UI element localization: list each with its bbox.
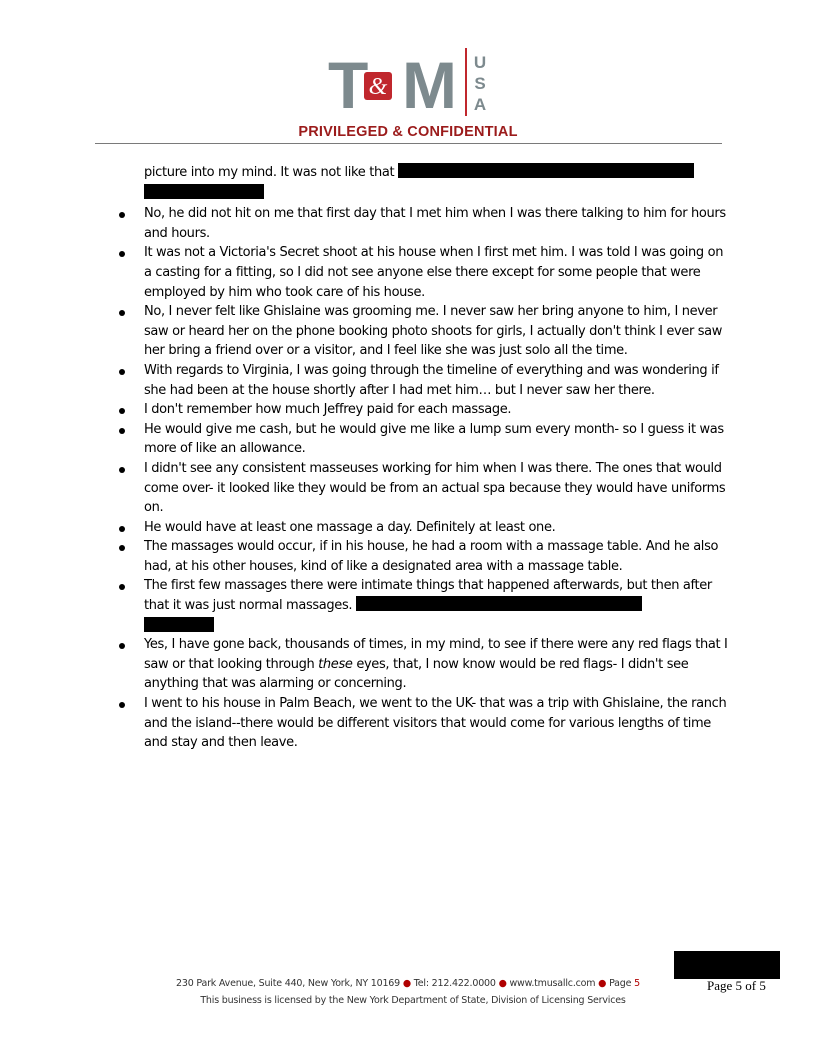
svg-text:A: A bbox=[473, 95, 487, 114]
document-confidentiality-title: PRIVILEGED & CONFIDENTIAL bbox=[298, 124, 518, 140]
bullet-icon bbox=[119, 310, 125, 316]
list-item: I don't remember how much Jeffrey paid for each massage. bbox=[108, 400, 733, 420]
list-item: With regards to Virginia, I was going through the timeline of everything and was wondering if she had been at the house shortly after I had met him… but I never saw her there. bbox=[108, 361, 733, 400]
bullet-icon bbox=[119, 467, 125, 473]
list-item: It was not a Victoria's Secret shoot at his house when I first met him. I was told I was going on a casting for a fitting, so I did not see anyone else there except for some people that were employed by him who took care of his house. bbox=[108, 243, 733, 302]
separator-dot-icon: ● bbox=[498, 978, 507, 989]
intro-paragraph bbox=[108, 163, 733, 202]
redaction-box bbox=[144, 184, 264, 199]
svg-text:T: T bbox=[328, 48, 363, 122]
bullet-icon bbox=[119, 408, 125, 414]
list-item: No, I never felt like Ghislaine was grooming me. I never saw her bring anyone to him, I never saw or heard her on the phone booking photo shoots for girls, I actually don't think I ever saw her bring a friend over or a visitor, and I feel like she was just solo all the time. bbox=[108, 302, 733, 361]
bullet-icon bbox=[119, 584, 125, 590]
list-item: He would give me cash, but he would give me like a lump sum every month- so I guess it was more of like an allowance. bbox=[108, 420, 733, 459]
list-item: He would have at least one massage a day. Definitely at least one. bbox=[108, 518, 733, 538]
separator-dot-icon: ● bbox=[402, 978, 411, 989]
separator-dot-icon: ● bbox=[598, 978, 607, 989]
svg-text:&: & bbox=[368, 74, 388, 100]
list-item: No, he did not hit on me that first day that I met him when I was there talking to him for hours and hours. bbox=[108, 204, 733, 243]
svg-text:S: S bbox=[474, 74, 486, 93]
svg-text:U: U bbox=[473, 53, 487, 72]
bullet-icon bbox=[119, 702, 125, 708]
footer-license-line: This business is licensed by the New York Department of State, Division of Licensing Services bbox=[200, 995, 626, 1006]
website-link[interactable]: www.tmusallc.com bbox=[509, 978, 596, 989]
bullet-icon bbox=[119, 545, 125, 551]
redaction-box bbox=[356, 596, 642, 611]
header-divider bbox=[95, 143, 722, 144]
bullet-icon bbox=[119, 428, 125, 434]
bullet-icon bbox=[119, 526, 125, 532]
document-body bbox=[108, 163, 733, 753]
list-item: I went to his house in Palm Beach, we went to the UK- that was a trip with Ghislaine, the ranch and the island--there would be different visitors that would come for various lengths of time and stay and then leave. bbox=[108, 694, 733, 753]
list-item: The first few massages there were intimate things that happened afterwards, but then after that it was just normal massages. bbox=[108, 576, 733, 635]
list-item: The massages would occur, if in his house, he had a room with a massage table. And he also had, at his other houses, kind of like a designated area with a massage table. bbox=[108, 537, 733, 576]
page-counter: Page 5 of 5 bbox=[707, 978, 766, 993]
bullet-icon bbox=[119, 369, 125, 375]
intro-text: picture into my mind. It was not like that bbox=[144, 165, 395, 180]
footer-contact-line: 230 Park Avenue, Suite 440, New York, NY 10169 ● Tel: 212.422.0000 ● www.tmusallc.com ● Page 5 bbox=[176, 978, 640, 989]
svg-text:M: M bbox=[402, 48, 457, 122]
redaction-box bbox=[674, 951, 780, 979]
statement-list bbox=[108, 204, 733, 753]
bullet-icon bbox=[119, 251, 125, 257]
list-item: Yes, I have gone back, thousands of times, in my mind, to see if there were any red flags that I saw or that looking through these eyes, that, I now know would be red flags- I didn't see anything that was alarming or concerning. bbox=[108, 635, 733, 694]
redaction-box bbox=[398, 163, 694, 178]
bullet-icon bbox=[119, 643, 125, 649]
bullet-icon bbox=[119, 212, 125, 218]
company-logo bbox=[328, 48, 498, 122]
list-item: I didn't see any consistent masseuses working for him when I was there. The ones that would come over- it looked like they would be from an actual spa because they would have uniforms on. bbox=[108, 459, 733, 518]
redaction-box bbox=[144, 617, 214, 632]
